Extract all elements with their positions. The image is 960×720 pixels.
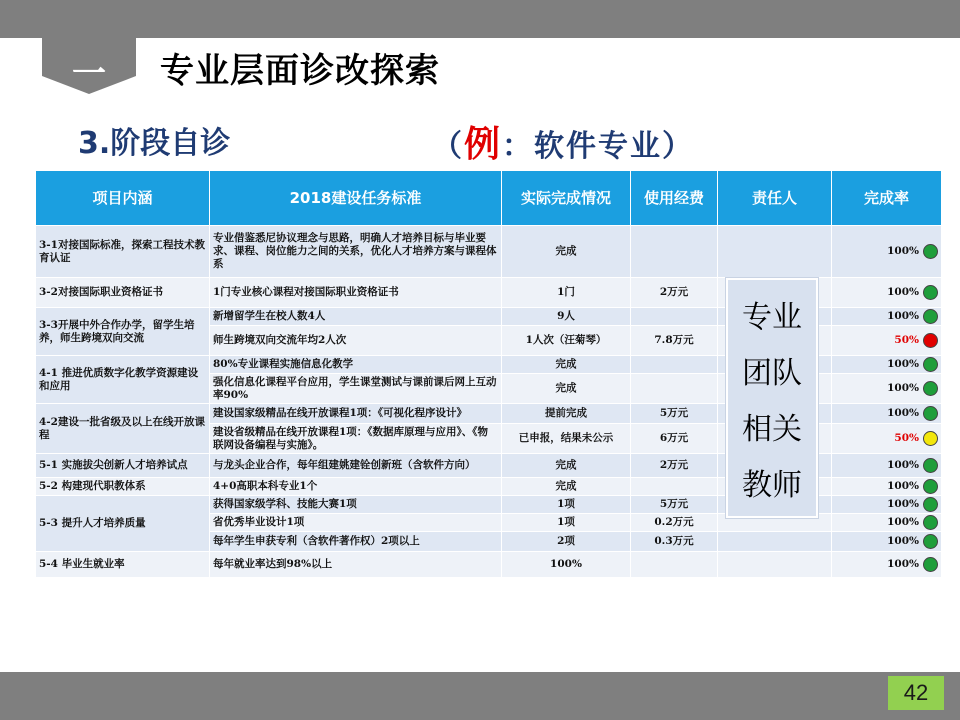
green-status-light-icon bbox=[923, 357, 938, 372]
status-cell: 1门 bbox=[502, 278, 631, 308]
item-cell: 5-3 提升人才培养质量 bbox=[36, 496, 210, 552]
rate-wrap bbox=[835, 431, 938, 446]
funds-cell bbox=[631, 374, 718, 404]
green-status-light-icon bbox=[923, 458, 938, 473]
funds-cell: 0.2万元 bbox=[631, 514, 718, 532]
example-label bbox=[432, 116, 694, 167]
rate-value: 100% bbox=[887, 480, 919, 492]
rate-cell bbox=[832, 308, 942, 326]
rate-value: 100% bbox=[887, 286, 919, 298]
funds-cell: 2万元 bbox=[631, 454, 718, 478]
header-item: 项目内涵 bbox=[36, 171, 210, 226]
rate-wrap bbox=[835, 406, 938, 421]
green-status-light-icon bbox=[923, 534, 938, 549]
rate-value: 50% bbox=[894, 334, 919, 346]
rate-cell bbox=[832, 514, 942, 532]
rate-wrap bbox=[835, 357, 938, 372]
bottom-bar bbox=[0, 672, 960, 720]
green-status-light-icon bbox=[923, 285, 938, 300]
header-standard: 2018建设任务标准 bbox=[210, 171, 502, 226]
item-cell: 4-2建设一批省级及以上在线开放课程 bbox=[36, 404, 210, 454]
standard-cell: 1门专业核心课程对接国际职业资格证书 bbox=[210, 278, 502, 308]
example-char: 例 bbox=[464, 123, 503, 165]
example-rest: ：软件专业） bbox=[502, 129, 695, 164]
owner-cell bbox=[718, 532, 832, 552]
rate-value: 100% bbox=[887, 516, 919, 528]
status-cell: 9人 bbox=[502, 308, 631, 326]
example-open: （ bbox=[432, 129, 464, 164]
rate-cell bbox=[832, 496, 942, 514]
rate-cell bbox=[832, 326, 942, 356]
rate-cell bbox=[832, 226, 942, 278]
rate-value: 100% bbox=[887, 310, 919, 322]
green-status-light-icon bbox=[923, 244, 938, 259]
funds-cell: 2万元 bbox=[631, 278, 718, 308]
rate-value: 100% bbox=[887, 358, 919, 370]
table-row bbox=[36, 552, 942, 578]
status-cell: 2项 bbox=[502, 532, 631, 552]
standard-cell: 师生跨境双向交流年均2人次 bbox=[210, 326, 502, 356]
rate-cell bbox=[832, 424, 942, 454]
green-status-light-icon bbox=[923, 515, 938, 530]
funds-cell: 5万元 bbox=[631, 496, 718, 514]
green-status-light-icon bbox=[923, 557, 938, 572]
overlay-line: 专业 bbox=[742, 300, 802, 335]
funds-cell bbox=[631, 478, 718, 496]
green-status-light-icon bbox=[923, 479, 938, 494]
rate-wrap bbox=[835, 534, 938, 549]
sub-title: 3.阶段自诊 bbox=[78, 126, 231, 161]
rate-cell bbox=[832, 552, 942, 578]
green-status-light-icon bbox=[923, 497, 938, 512]
status-cell: 1项 bbox=[502, 496, 631, 514]
rate-cell bbox=[832, 454, 942, 478]
status-cell: 1人次（汪菊琴） bbox=[502, 326, 631, 356]
rate-wrap bbox=[835, 557, 938, 572]
standard-cell: 获得国家级学科、技能大赛1项 bbox=[210, 496, 502, 514]
rate-value: 100% bbox=[887, 245, 919, 257]
funds-cell bbox=[631, 308, 718, 326]
green-status-light-icon bbox=[923, 406, 938, 421]
status-cell: 100% bbox=[502, 552, 631, 578]
header-rate: 完成率 bbox=[832, 171, 942, 226]
overlay-line: 相关 bbox=[742, 412, 802, 447]
standard-cell: 与龙头企业合作，每年组建姚建铨创新班（含软件方向） bbox=[210, 454, 502, 478]
rate-cell bbox=[832, 404, 942, 424]
section-number: 一 bbox=[72, 54, 106, 94]
responsible-team-box bbox=[726, 278, 818, 518]
rate-cell bbox=[832, 532, 942, 552]
rate-value: 100% bbox=[887, 382, 919, 394]
item-cell: 5-1 实施拔尖创新人才培养试点 bbox=[36, 454, 210, 478]
item-cell: 5-2 构建现代职教体系 bbox=[36, 478, 210, 496]
item-cell: 4-1 推进优质数字化教学资源建设和应用 bbox=[36, 356, 210, 404]
rate-value: 100% bbox=[887, 459, 919, 471]
green-status-light-icon bbox=[923, 309, 938, 324]
status-cell: 提前完成 bbox=[502, 404, 631, 424]
status-cell: 已申报，结果未公示 bbox=[502, 424, 631, 454]
rate-wrap bbox=[835, 497, 938, 512]
item-cell: 3-2对接国际职业资格证书 bbox=[36, 278, 210, 308]
standard-cell: 每年就业率达到98%以上 bbox=[210, 552, 502, 578]
table-row bbox=[36, 226, 942, 278]
red-status-light-icon bbox=[923, 333, 938, 348]
standard-cell: 新增留学生在校人数4人 bbox=[210, 308, 502, 326]
rate-value: 100% bbox=[887, 535, 919, 547]
standard-cell: 建设国家级精品在线开放课程1项：《可视化程序设计》 bbox=[210, 404, 502, 424]
standard-cell: 建设省级精品在线开放课程1项：《数据库原理与应用》、《物联网设备编程与实施》。 bbox=[210, 424, 502, 454]
table-header-row bbox=[36, 171, 942, 226]
rate-value: 50% bbox=[894, 432, 919, 444]
rate-wrap bbox=[835, 309, 938, 324]
top-bar bbox=[0, 0, 960, 38]
funds-cell bbox=[631, 356, 718, 374]
status-cell: 完成 bbox=[502, 226, 631, 278]
header-status: 实际完成情况 bbox=[502, 171, 631, 226]
rate-wrap bbox=[835, 285, 938, 300]
rate-value: 100% bbox=[887, 407, 919, 419]
funds-cell: 5万元 bbox=[631, 404, 718, 424]
owner-cell bbox=[718, 226, 832, 278]
funds-cell bbox=[631, 226, 718, 278]
standard-cell: 4+0高职本科专业1个 bbox=[210, 478, 502, 496]
rate-wrap bbox=[835, 458, 938, 473]
item-cell: 5-4 毕业生就业率 bbox=[36, 552, 210, 578]
rate-wrap bbox=[835, 479, 938, 494]
standard-cell: 80%专业课程实施信息化教学 bbox=[210, 356, 502, 374]
item-cell: 3-3开展中外合作办学，留学生培养，师生跨境双向交流 bbox=[36, 308, 210, 356]
funds-cell: 6万元 bbox=[631, 424, 718, 454]
section-title: 专业层面诊改探索 bbox=[160, 51, 440, 91]
item-cell: 3-1对接国际标准，探索工程技术教育认证 bbox=[36, 226, 210, 278]
rate-wrap bbox=[835, 333, 938, 348]
rate-cell bbox=[832, 356, 942, 374]
status-cell: 完成 bbox=[502, 356, 631, 374]
overlay-line: 团队 bbox=[742, 356, 802, 391]
owner-cell bbox=[718, 552, 832, 578]
section-badge bbox=[42, 38, 136, 94]
rate-cell bbox=[832, 278, 942, 308]
funds-cell bbox=[631, 552, 718, 578]
funds-cell: 7.8万元 bbox=[631, 326, 718, 356]
status-cell: 完成 bbox=[502, 374, 631, 404]
yellow-status-light-icon bbox=[923, 431, 938, 446]
rate-wrap bbox=[835, 381, 938, 396]
rate-wrap bbox=[835, 244, 938, 259]
status-cell: 完成 bbox=[502, 454, 631, 478]
rate-cell bbox=[832, 478, 942, 496]
status-cell: 1项 bbox=[502, 514, 631, 532]
standard-cell: 省优秀毕业设计1项 bbox=[210, 514, 502, 532]
standard-cell: 每年学生申获专利（含软件著作权）2项以上 bbox=[210, 532, 502, 552]
standard-cell: 强化信息化课程平台应用，学生课堂测试与课前课后网上互动率90% bbox=[210, 374, 502, 404]
rate-value: 100% bbox=[887, 498, 919, 510]
rate-value: 100% bbox=[887, 558, 919, 570]
header-funds: 使用经费 bbox=[631, 171, 718, 226]
funds-cell: 0.3万元 bbox=[631, 532, 718, 552]
header-owner: 责任人 bbox=[718, 171, 832, 226]
page-number: 42 bbox=[888, 676, 944, 710]
rate-wrap bbox=[835, 515, 938, 530]
overlay-line: 教师 bbox=[742, 468, 802, 503]
rate-cell bbox=[832, 374, 942, 404]
standard-cell: 专业借鉴悉尼协议理念与思路，明确人才培养目标与毕业要求、课程、岗位能力之间的关系，优化人才培养方案与课程体系 bbox=[210, 226, 502, 278]
green-status-light-icon bbox=[923, 381, 938, 396]
status-cell: 完成 bbox=[502, 478, 631, 496]
